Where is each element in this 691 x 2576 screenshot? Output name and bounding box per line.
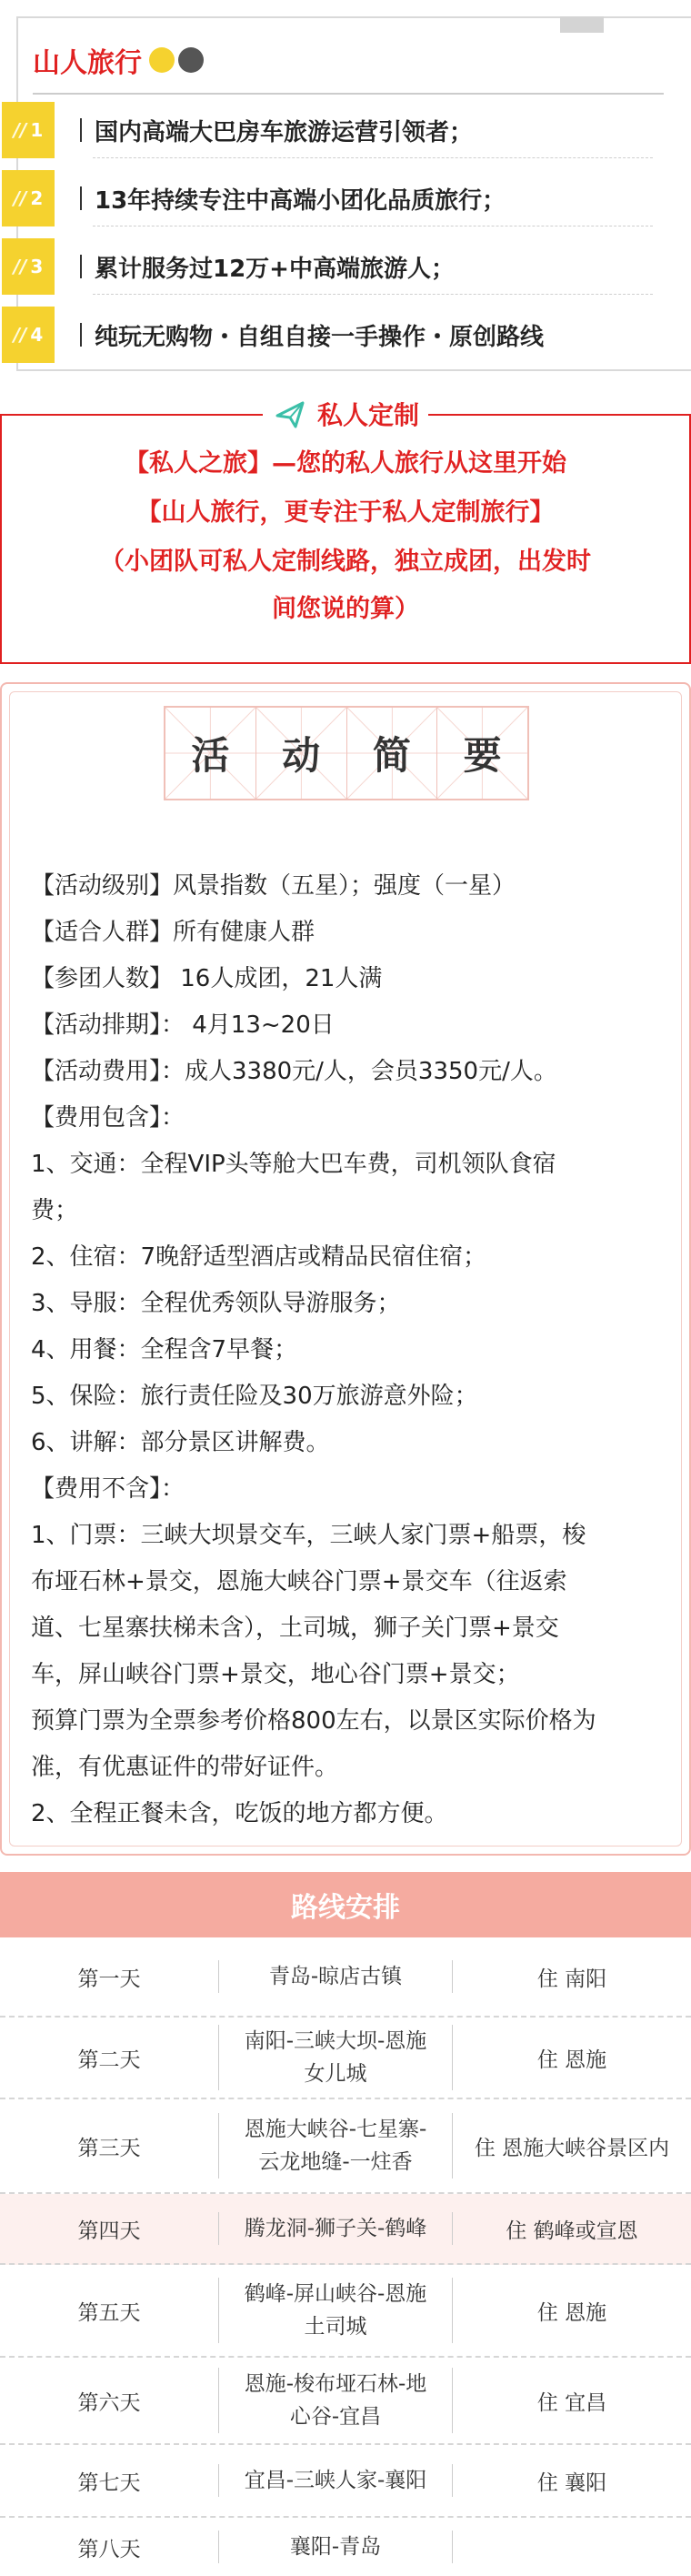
route-day: 第三天 xyxy=(77,2136,141,2160)
route-path-line: 腾龙洞-狮子关-鹤峰 xyxy=(244,2217,427,2240)
yellow-dot-icon xyxy=(149,47,175,73)
route-day: 第四天 xyxy=(77,2219,141,2243)
intro-number-badge: // 4 xyxy=(2,307,55,363)
route-path xyxy=(218,2368,453,2433)
brand-section xyxy=(13,16,691,371)
route-stay: 住 鹤峰或宣恩 xyxy=(506,2219,638,2243)
intro-item xyxy=(2,238,675,295)
route-row xyxy=(0,2265,691,2358)
summary-line: 预算门票为全票参考价格800左右，以景区实际价格为 xyxy=(31,1707,596,1735)
route-path xyxy=(218,2025,453,2090)
summary-line: 3、导服：全程优秀领队导游服务； xyxy=(31,1290,401,1317)
summary-line: 车，屏山峡谷门票+景交，地心谷门票+景交； xyxy=(31,1661,520,1688)
route-path-line: 恩施-梭布垭石林-地 xyxy=(244,2372,427,2396)
intro-number: 3 xyxy=(30,256,44,277)
intro-text: 累计服务过12万+中高端旅游人； xyxy=(80,238,455,295)
route-row xyxy=(0,2358,691,2445)
summary-title-char: 动 xyxy=(282,733,321,778)
summary-line: 2、全程正餐未含，吃饭的地方都方便。 xyxy=(31,1800,448,1827)
summary-line: 【费用不含】： xyxy=(31,1475,185,1503)
route-path-line: 宜昌-三峡人家-襄阳 xyxy=(244,2469,427,2492)
route-path-line: 青岛-晾店古镇 xyxy=(268,1965,403,1988)
route-path xyxy=(218,1960,453,1993)
route-path-line: 襄阳-青岛 xyxy=(289,2535,382,2559)
summary-line: 费； xyxy=(31,1197,79,1224)
intro-number: 2 xyxy=(30,187,44,209)
route-path-line: 云龙地缝-一炷香 xyxy=(258,2150,413,2174)
route-day: 第六天 xyxy=(77,2390,141,2415)
summary-line: 【参团人数】 16人成团，21人满 xyxy=(31,965,383,992)
route-row xyxy=(0,2018,691,2099)
private-custom-section xyxy=(0,400,691,664)
route-row xyxy=(0,1937,691,2018)
private-custom-title: 私人定制 xyxy=(316,400,419,430)
route-stay: 住 宜昌 xyxy=(536,2390,607,2415)
custom-line: 【山人旅行，更专注于私人定制旅行】 xyxy=(136,498,555,527)
route-path xyxy=(218,2278,453,2343)
summary-line: 【活动排期】： 4月13~20日 xyxy=(31,1011,335,1039)
route-day: 第五天 xyxy=(77,2300,141,2325)
private-custom-header xyxy=(2,396,689,432)
summary-line: 4、用餐：全程含7早餐； xyxy=(31,1336,298,1363)
summary-line: 【适合人群】所有健康人群 xyxy=(31,919,315,946)
intro-text: 国内高端大巴房车旅游运营引领者； xyxy=(80,102,473,158)
summary-title xyxy=(164,706,529,800)
summary-title-char: 活 xyxy=(191,733,230,778)
route-path-line: 女儿城 xyxy=(304,2062,367,2086)
route-stay: 住 恩施 xyxy=(536,2300,607,2325)
intro-divider xyxy=(93,294,653,295)
summary-line: 6、讲解：部分景区讲解费。 xyxy=(31,1429,330,1456)
summary-line: 2、住宿：7晚舒适型酒店或精品民宿住宿； xyxy=(31,1243,487,1271)
summary-title-cell xyxy=(165,708,256,799)
intro-text: 13年持续专注中高端小团化品质旅行； xyxy=(80,170,506,226)
summary-line: 5、保险：旅行责任险及30万旅游意外险； xyxy=(31,1383,478,1410)
brand-divider xyxy=(33,93,664,95)
route-path-line: 心谷-宜昌 xyxy=(289,2405,382,2429)
route-day: 第二天 xyxy=(77,2048,141,2072)
route-path-line: 恩施大峡谷-七星寨- xyxy=(244,2118,427,2141)
summary-line: 准，有优惠证件的带好证件。 xyxy=(31,1754,339,1781)
summary-line: 1、门票：三峡大坝景交车，三峡人家门票+船票，梭 xyxy=(31,1522,586,1549)
summary-title-char: 要 xyxy=(463,733,502,778)
intro-text: 纯玩无购物・自组自接一手操作・原创路线 xyxy=(80,307,544,363)
intro-divider xyxy=(93,157,653,158)
summary-line: 【费用包含】： xyxy=(31,1104,185,1132)
custom-line: 【私人之旅】—您的私人旅行从这里开始 xyxy=(125,449,566,478)
route-row xyxy=(0,2194,691,2265)
route-path xyxy=(218,2212,453,2245)
route-day: 第八天 xyxy=(77,2537,141,2561)
brand-tab xyxy=(560,16,604,33)
route-row xyxy=(0,2099,691,2194)
route-day: 第一天 xyxy=(77,1967,141,1991)
brand-title-text: 山人旅行 xyxy=(33,47,142,79)
summary-line: 道、七星寨扶梯未含），土司城，狮子关门票+景交 xyxy=(31,1615,559,1642)
intro-item xyxy=(2,307,675,363)
summary-title-cell xyxy=(256,708,347,799)
gray-dot-icon xyxy=(178,47,204,73)
route-path-line: 鹤峰-屏山峡谷-恩施 xyxy=(244,2282,427,2306)
route-stay: 住 南阳 xyxy=(536,1967,607,1991)
brand-title xyxy=(33,40,204,80)
intro-item xyxy=(2,170,675,226)
route-day: 第七天 xyxy=(77,2470,141,2495)
summary-line: 【活动费用】：成人3380元/人，会员3350元/人。 xyxy=(31,1058,557,1085)
route-stay: 住 恩施 xyxy=(536,2048,607,2072)
route-path xyxy=(218,2113,453,2179)
intro-number: 4 xyxy=(30,324,44,346)
route-row xyxy=(0,2518,691,2576)
intro-number-badge: // 1 xyxy=(2,102,55,158)
summary-title-cell xyxy=(347,708,438,799)
route-path-line: 土司城 xyxy=(304,2315,367,2339)
summary-line: 布垭石林+景交，恩施大峡谷门票+景交车（往返索 xyxy=(31,1568,567,1595)
summary-title-cell xyxy=(437,708,527,799)
intro-item xyxy=(2,102,675,158)
route-path-line: 南阳-三峡大坝-恩施 xyxy=(244,2029,427,2053)
custom-line: 间您说的算） xyxy=(272,595,419,623)
paper-plane-icon xyxy=(272,396,308,432)
intro-number-badge: // 2 xyxy=(2,170,55,226)
activity-summary-section xyxy=(0,682,691,1856)
intro-number-badge: // 3 xyxy=(2,238,55,295)
summary-line: 【活动级别】风景指数（五星）；强度（一星） xyxy=(31,872,516,900)
custom-line: （小团队可私人定制线路，独立成团，出发时 xyxy=(100,548,591,576)
route-path xyxy=(218,2531,453,2563)
route-stay: 住 恩施大峡谷景区内 xyxy=(474,2136,670,2160)
summary-line: 1、交通：全程VIP头等舱大巴车费，司机领队食宿 xyxy=(31,1151,556,1178)
route-table-header: 路线安排 xyxy=(0,1872,691,1937)
route-stay: 住 襄阳 xyxy=(536,2470,607,2495)
route-path xyxy=(218,2464,453,2497)
route-row xyxy=(0,2445,691,2518)
intro-number: 1 xyxy=(30,119,44,141)
summary-title-char: 简 xyxy=(372,733,411,778)
